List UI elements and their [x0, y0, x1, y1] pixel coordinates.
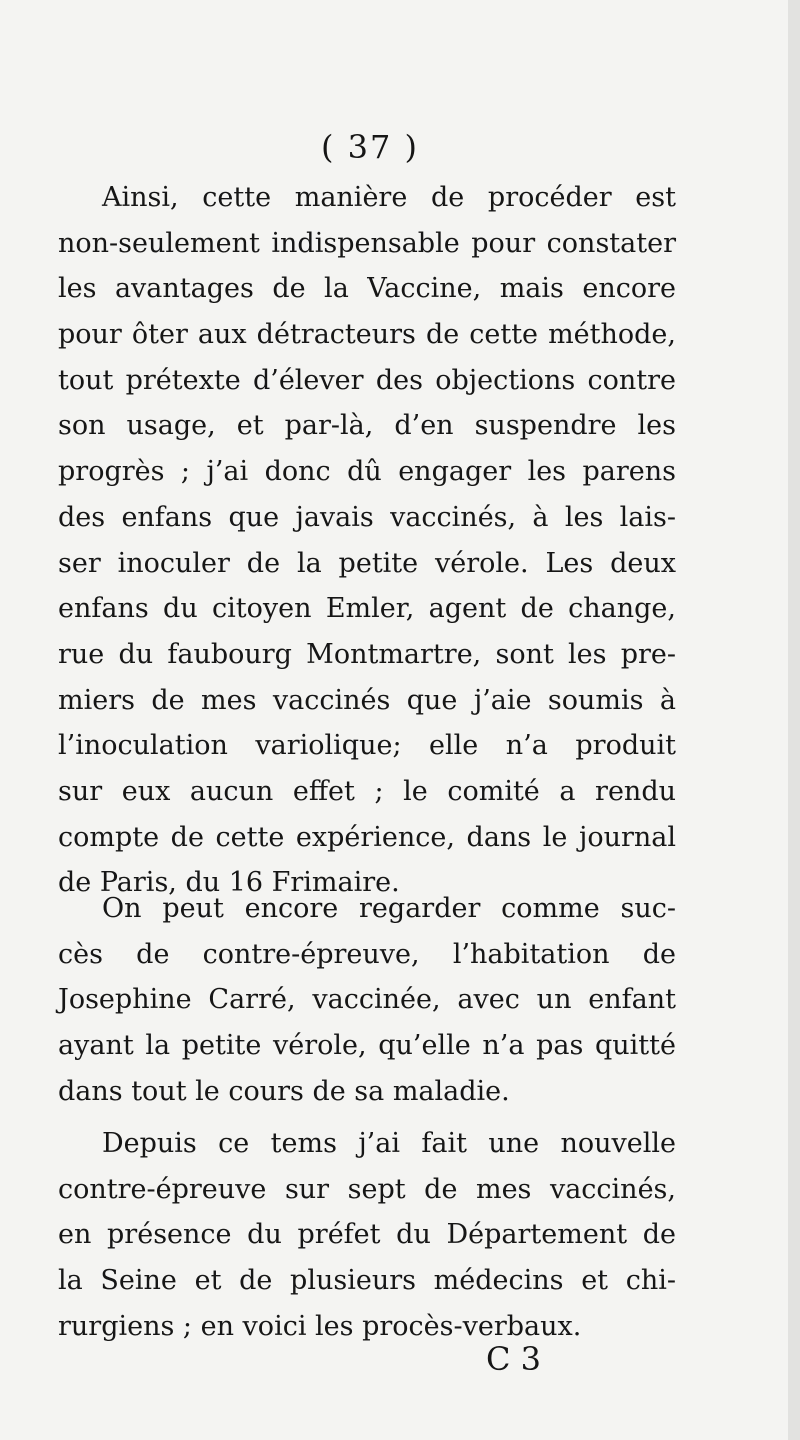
signature-mark: C 3 [486, 1340, 542, 1378]
text-line: Josephine Carré, vaccinée, avec un enfant [58, 984, 676, 1016]
text-line: tout prétexte d’élever des objections contre [58, 364, 676, 396]
text-line: dans tout le cours de sa maladie. [58, 1075, 510, 1107]
text-line: cès de contre-épreuve, l’habitation de [58, 938, 676, 970]
paragraph-3 [58, 1121, 676, 1349]
text-line: son usage, et par-là, d’en suspendre les [58, 410, 676, 442]
text-line: Depuis ce tems j’ai fait une nouvelle [102, 1128, 676, 1159]
text-line: rue du faubourg Montmartre, sont les pre- [58, 638, 676, 670]
text-line: les avantages de la Vaccine, mais encore [58, 273, 676, 305]
text-line: pour ôter aux détracteurs de cette méthode, [58, 319, 676, 351]
text-line: ser inoculer de la petite vérole. Les deux [58, 547, 676, 579]
text-line: On peut encore regarder comme suc- [102, 893, 676, 924]
text-line: de Paris, du 16 Frimaire. [58, 867, 400, 899]
text-line: en présence du préfet du Département de [58, 1219, 676, 1251]
text-line: rurgiens ; en voici les procès-verbaux. [58, 1310, 582, 1342]
text-line: enfans du citoyen Emler, agent de change, [58, 593, 676, 625]
text-line: la Seine et de plusieurs médecins et chi- [58, 1265, 676, 1297]
text-line: non-seulement indispensable pour constater [58, 227, 676, 259]
text-line: Ainsi, cette manière de procéder est [102, 182, 676, 213]
text-line: miers de mes vaccinés que j’aie soumis à [58, 684, 676, 716]
text-line: compte de cette expérience, dans le journal [58, 821, 676, 853]
text-line: ayant la petite vérole, qu’elle n’a pas quitté [58, 1030, 676, 1062]
page-edge [788, 0, 800, 1440]
text-line: des enfans que javais vaccinés, à les lais- [58, 501, 676, 533]
text-line: l’inoculation variolique; elle n’a produit [58, 730, 676, 762]
paragraph-1 [58, 175, 676, 906]
paragraph-2 [58, 886, 676, 1114]
text-line: contre-épreuve sur sept de mes vaccinés, [58, 1173, 676, 1205]
text-line: progrès ; j’ai donc dû engager les parens [58, 456, 676, 488]
page-number: ( 37 ) [320, 128, 420, 166]
text-line: sur eux aucun effet ; le comité a rendu [58, 775, 676, 807]
